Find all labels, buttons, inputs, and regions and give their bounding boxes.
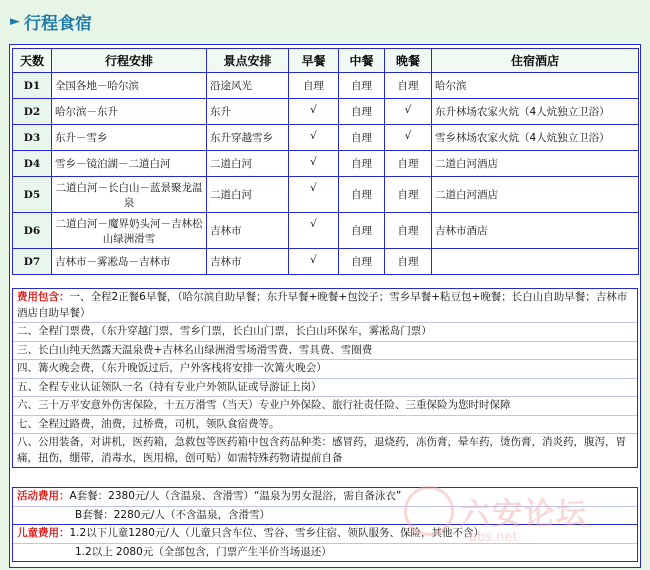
lunch-cell: 自理 <box>339 99 385 125</box>
fee-line: 活动费用：A套餐：2380元/人（含温泉、含滑雪）“温泉为男女混浴，需自备泳衣” <box>13 488 637 507</box>
breakfast-cell: √ <box>289 177 339 213</box>
hotel-cell <box>432 249 639 275</box>
spot-cell: 沿途风光 <box>207 73 289 99</box>
col-lunch: 中餐 <box>339 49 385 73</box>
lunch-cell: 自理 <box>339 73 385 99</box>
table-row <box>13 73 639 99</box>
col-breakfast: 早餐 <box>289 49 339 73</box>
lunch-cell: 自理 <box>339 125 385 151</box>
section-title <box>10 8 92 34</box>
table-row <box>13 125 639 151</box>
route-cell: 二道白河－魔界奶头河－吉林松山绿洲滑雪 <box>52 213 207 249</box>
dinner-cell: √ <box>385 125 432 151</box>
table-row <box>13 151 639 177</box>
day-cell: D1 <box>13 73 52 99</box>
day-cell: D2 <box>13 99 52 125</box>
breakfast-cell: √ <box>289 213 339 249</box>
itinerary-table <box>12 48 639 275</box>
children-fee-section <box>12 524 638 562</box>
route-cell: 雪乡－镜泊湖－二道白河 <box>52 151 207 177</box>
hotel-cell: 哈尔滨 <box>432 73 639 99</box>
breakfast-cell: 自理 <box>289 73 339 99</box>
spot-cell: 东升穿越雪乡 <box>207 125 289 151</box>
spot-cell: 东升 <box>207 99 289 125</box>
col-day: 天数 <box>13 49 52 73</box>
route-cell: 吉林市－雾凇岛－吉林市 <box>52 249 207 275</box>
fees-included-section <box>12 288 638 468</box>
spot-cell: 吉林市 <box>207 249 289 275</box>
spot-cell: 吉林市 <box>207 213 289 249</box>
activity-fee-section <box>12 487 638 525</box>
dinner-cell: 自理 <box>385 73 432 99</box>
dinner-cell: √ <box>385 99 432 125</box>
day-cell: D3 <box>13 125 52 151</box>
table-row <box>13 249 639 275</box>
day-cell: D6 <box>13 213 52 249</box>
spot-cell: 二道白河 <box>207 177 289 213</box>
route-cell: 哈尔滨－东升 <box>52 99 207 125</box>
day-cell: D4 <box>13 151 52 177</box>
hotel-cell: 雪乡林场农家火炕（4人炕独立卫浴） <box>432 125 639 151</box>
col-route: 行程安排 <box>52 49 207 73</box>
dinner-cell: 自理 <box>385 151 432 177</box>
arrow-icon: ► <box>10 13 20 29</box>
table-row <box>13 213 639 249</box>
fee-line: 费用包含：一、全程2正餐6早餐，（哈尔滨自助早餐；东升早餐+晚餐+包饺子；雪乡早餐+粘豆包+晚餐；长白山自助早餐；吉林市酒店自助早餐） <box>13 289 637 323</box>
table-row <box>13 99 639 125</box>
dinner-cell: 自理 <box>385 177 432 213</box>
lunch-cell: 自理 <box>339 151 385 177</box>
fee-line: 八、公用装备，对讲机，医药箱，急救包等医药箱中包含药品种类：感冒药，退烧药，冻伤膏，晕车药，烫伤膏，消炎药，腹泻，胃痛，扭伤，绷带，消毒水，医用棉，创可贴）如需特殊药物请提前自备 <box>17 436 626 464</box>
fee-line: 六、三十万平安意外伤害保险，十五万滑雪（当天）专业户外保险、旅行社责任险、三重保险为您时时保障 <box>13 397 637 416</box>
watermark-text: 六安论坛 <box>460 497 588 532</box>
col-hotel: 住宿酒店 <box>432 49 639 73</box>
fees-label: 费用包含： <box>17 291 70 303</box>
itinerary-panel <box>9 44 641 568</box>
col-dinner: 晚餐 <box>385 49 432 73</box>
col-spot: 景点安排 <box>207 49 289 73</box>
fee-line: 七、全程过路费，油费，过桥费，司机，领队食宿费等。 <box>13 416 637 435</box>
hotel-cell: 二道白河酒店 <box>432 151 639 177</box>
dinner-cell: 自理 <box>385 249 432 275</box>
lunch-cell: 自理 <box>339 177 385 213</box>
fee-line: 二、全程门票费，（东升穿越门票，雪乡门票，长白山门票，长白山环保车，雾凇岛门票） <box>13 323 637 342</box>
route-cell: 全国各地－哈尔滨 <box>52 73 207 99</box>
day-cell: D7 <box>13 249 52 275</box>
table-header-row <box>13 49 639 73</box>
watermark-url: -bbs.net <box>464 530 518 545</box>
fee-line: B套餐：2280元/人（不含温泉，含滑雪） <box>75 508 270 521</box>
spot-cell: 二道白河 <box>207 151 289 177</box>
dinner-cell: 自理 <box>385 213 432 249</box>
breakfast-cell: √ <box>289 249 339 275</box>
lunch-cell: 自理 <box>339 213 385 249</box>
hotel-cell: 东升林场农家火炕（4人炕独立卫浴） <box>432 99 639 125</box>
children-label: 儿童费用： <box>17 527 70 539</box>
section-title-text: 行程食宿 <box>24 13 92 34</box>
breakfast-cell: √ <box>289 99 339 125</box>
route-cell: 东升－雪乡 <box>52 125 207 151</box>
hotel-cell: 吉林市酒店 <box>432 213 639 249</box>
breakfast-cell: √ <box>289 125 339 151</box>
activity-label: 活动费用： <box>17 490 70 502</box>
fee-line: 五、全程专业认证领队一名（持有专业户外领队证或导游证上岗） <box>13 379 637 398</box>
lunch-cell: 自理 <box>339 249 385 275</box>
fee-line: 三、长白山纯天然露天温泉费+吉林名山绿洲滑雪场滑雪费、雪具费、雪圈费 <box>13 342 637 361</box>
route-cell: 二道白河－长白山－蓝景聚龙温泉 <box>52 177 207 213</box>
fee-line: 1.2以上 2080元（全部包含，门票产生半价当场退还） <box>75 545 332 558</box>
day-cell: D5 <box>13 177 52 213</box>
hotel-cell: 二道白河酒店 <box>432 177 639 213</box>
breakfast-cell: √ <box>289 151 339 177</box>
table-row <box>13 177 639 213</box>
fee-line: 儿童费用：1.2以下儿童1280元/人（儿童只含车位、雪谷、雪乡住宿、领队服务、保险，其他不含） <box>13 525 637 544</box>
fee-line: 四、篝火晚会费，（东升晚饭过后，户外客栈将安排一次篝火晚会） <box>13 360 637 379</box>
